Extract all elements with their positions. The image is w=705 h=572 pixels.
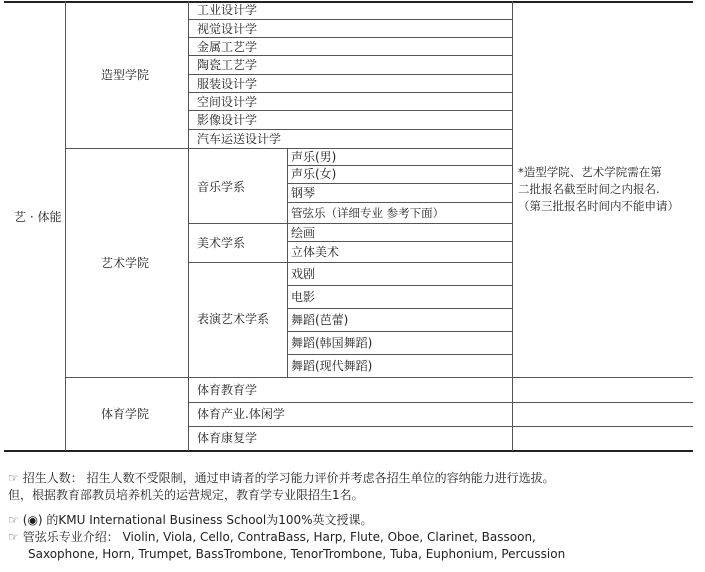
- major-cell: 舞蹈(韩国舞蹈): [291, 336, 373, 350]
- major-cell: 管弦乐（详细专业 参考下面）: [291, 206, 445, 220]
- notes-section: [8, 470, 700, 563]
- note-text: Saxophone, Horn, Trumpet, BassTrombone, TenorTrombone, Tuba, Euphonium, Percussion: [28, 547, 566, 561]
- major-cell: 影像设计学: [197, 113, 258, 127]
- college-name: 艺术学院: [101, 256, 150, 270]
- remark-line: （第三批报名时间内不能申请）: [518, 199, 679, 213]
- major-cell: 舞蹈(芭蕾): [291, 313, 349, 327]
- note-row: [8, 529, 700, 546]
- major-cell: 汽车运送设计学: [197, 132, 282, 146]
- major-cell: 声乐(男): [291, 150, 337, 164]
- note-text: (◉) 的KMU International Business School为100%英文授课。: [22, 513, 373, 527]
- major-cell: 空间设计学: [197, 95, 258, 109]
- note-text: 但，根据教育部教员培养机关的运营规定，教育学专业限招生1名。: [8, 488, 364, 502]
- major-cell: 视觉设计学: [197, 22, 258, 36]
- major-cell: 电影: [291, 290, 316, 304]
- note-row: [8, 487, 700, 504]
- major-cell: 服装设计学: [197, 77, 258, 91]
- note-text: 管弦乐专业介绍： Violin, Viola, Cello, ContraBass, Harp, Flute, Oboe, Clarinet, Bassoon,: [22, 530, 536, 544]
- remark-line: *造型学院、艺术学院需在第: [518, 165, 662, 179]
- pointing-hand-icon: ☞: [8, 513, 19, 527]
- department-name: 音乐学系: [197, 180, 246, 194]
- major-cell: 戏剧: [291, 267, 316, 281]
- major-cell: 陶瓷工艺学: [197, 58, 258, 72]
- major-cell: 体育康复学: [197, 431, 258, 445]
- note-text: 招生人数： 招生人数不受限制，通过申请者的学习能力评价并考虑各招生单位的容纳能力进行选拔。: [22, 471, 555, 485]
- category-label: 艺 · 体能: [14, 210, 62, 224]
- department-name: 美术学系: [197, 236, 246, 250]
- note-row: [8, 512, 700, 529]
- major-cell: 声乐(女): [291, 167, 337, 181]
- major-cell: 工业设计学: [197, 3, 258, 17]
- major-cell: 钢琴: [291, 186, 316, 200]
- remark-cell: [518, 164, 690, 215]
- major-cell: 立体美术: [291, 245, 340, 259]
- major-cell: 绘画: [291, 226, 316, 240]
- major-cell: 体育产业.体闲学: [197, 407, 285, 421]
- major-cell: 体育教育学: [197, 383, 258, 397]
- college-name: 体育学院: [101, 407, 150, 421]
- major-cell: 舞蹈(现代舞蹈): [291, 359, 373, 373]
- major-cell: 金属工艺学: [197, 40, 258, 54]
- pointing-hand-icon: ☞: [8, 530, 19, 544]
- college-name: 造型学院: [101, 68, 150, 82]
- department-name: 表演艺术学系: [197, 312, 270, 326]
- remark-line: 二批报名截至时间之内报名.: [518, 182, 660, 196]
- pointing-hand-icon: ☞: [8, 471, 19, 485]
- note-row: [8, 470, 700, 487]
- note-row: [8, 546, 700, 563]
